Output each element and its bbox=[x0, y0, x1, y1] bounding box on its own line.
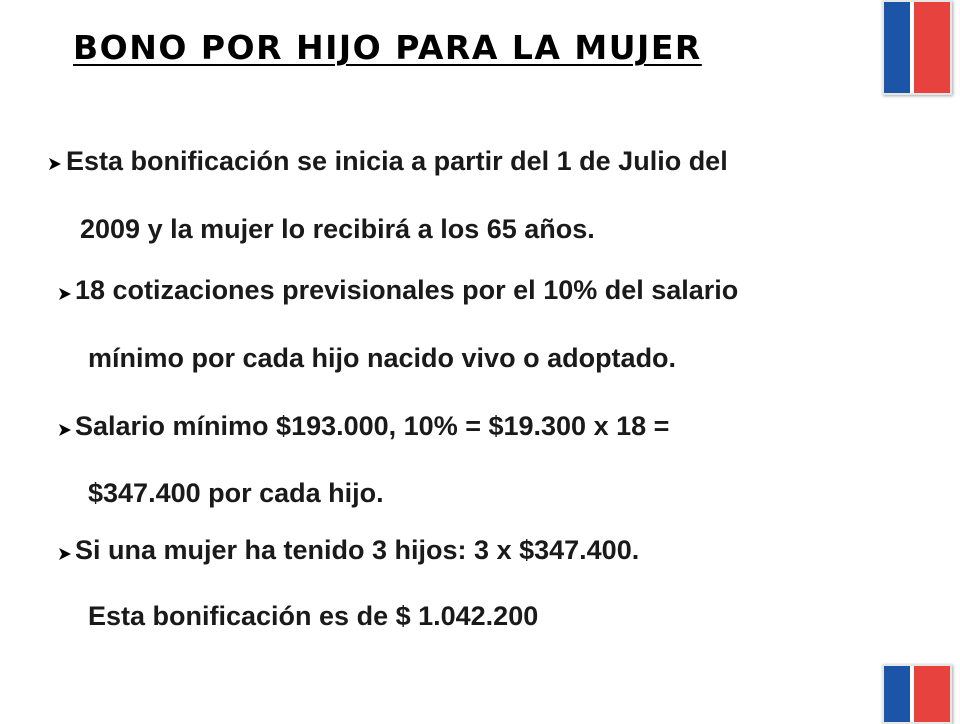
bullet-3-line-2: $347.400 por cada hijo. bbox=[88, 478, 384, 508]
arrow-bullet-icon bbox=[58, 287, 72, 301]
bullet-4-line-2: Esta bonificación es de $ 1.042.200 bbox=[88, 601, 539, 631]
arrow-bullet-icon bbox=[58, 423, 72, 437]
bullet-2-line-2: mínimo por cada hijo nacido vivo o adoptado. bbox=[88, 343, 677, 373]
flag-red-band bbox=[914, 666, 950, 722]
flag-red-band bbox=[914, 2, 950, 93]
bullet-1-line-1: Esta bonificación se inicia a partir del 1 de Julio del bbox=[66, 146, 728, 176]
flag-blue-band bbox=[884, 666, 910, 722]
bullet-3-line-1: Salario mínimo $193.000, 10% = $19.300 x 18 = bbox=[75, 411, 670, 441]
bullet-2-line-1: 18 cotizaciones previsionales por el 10% del salario bbox=[75, 275, 739, 305]
bullet-4-line-1: Si una mujer ha tenido 3 hijos: 3 x $347.400. bbox=[75, 535, 640, 565]
arrow-bullet-icon bbox=[48, 157, 62, 171]
flag-blue-band bbox=[884, 2, 910, 93]
bullet-1-line-2: 2009 y la mujer lo recibirá a los 65 años. bbox=[80, 214, 595, 244]
flag-stripe-bottom bbox=[882, 664, 952, 724]
slide-title: BONO POR HIJO PARA LA MUJER bbox=[73, 28, 702, 67]
arrow-bullet-icon bbox=[58, 547, 72, 561]
flag-stripe-top bbox=[882, 0, 952, 95]
